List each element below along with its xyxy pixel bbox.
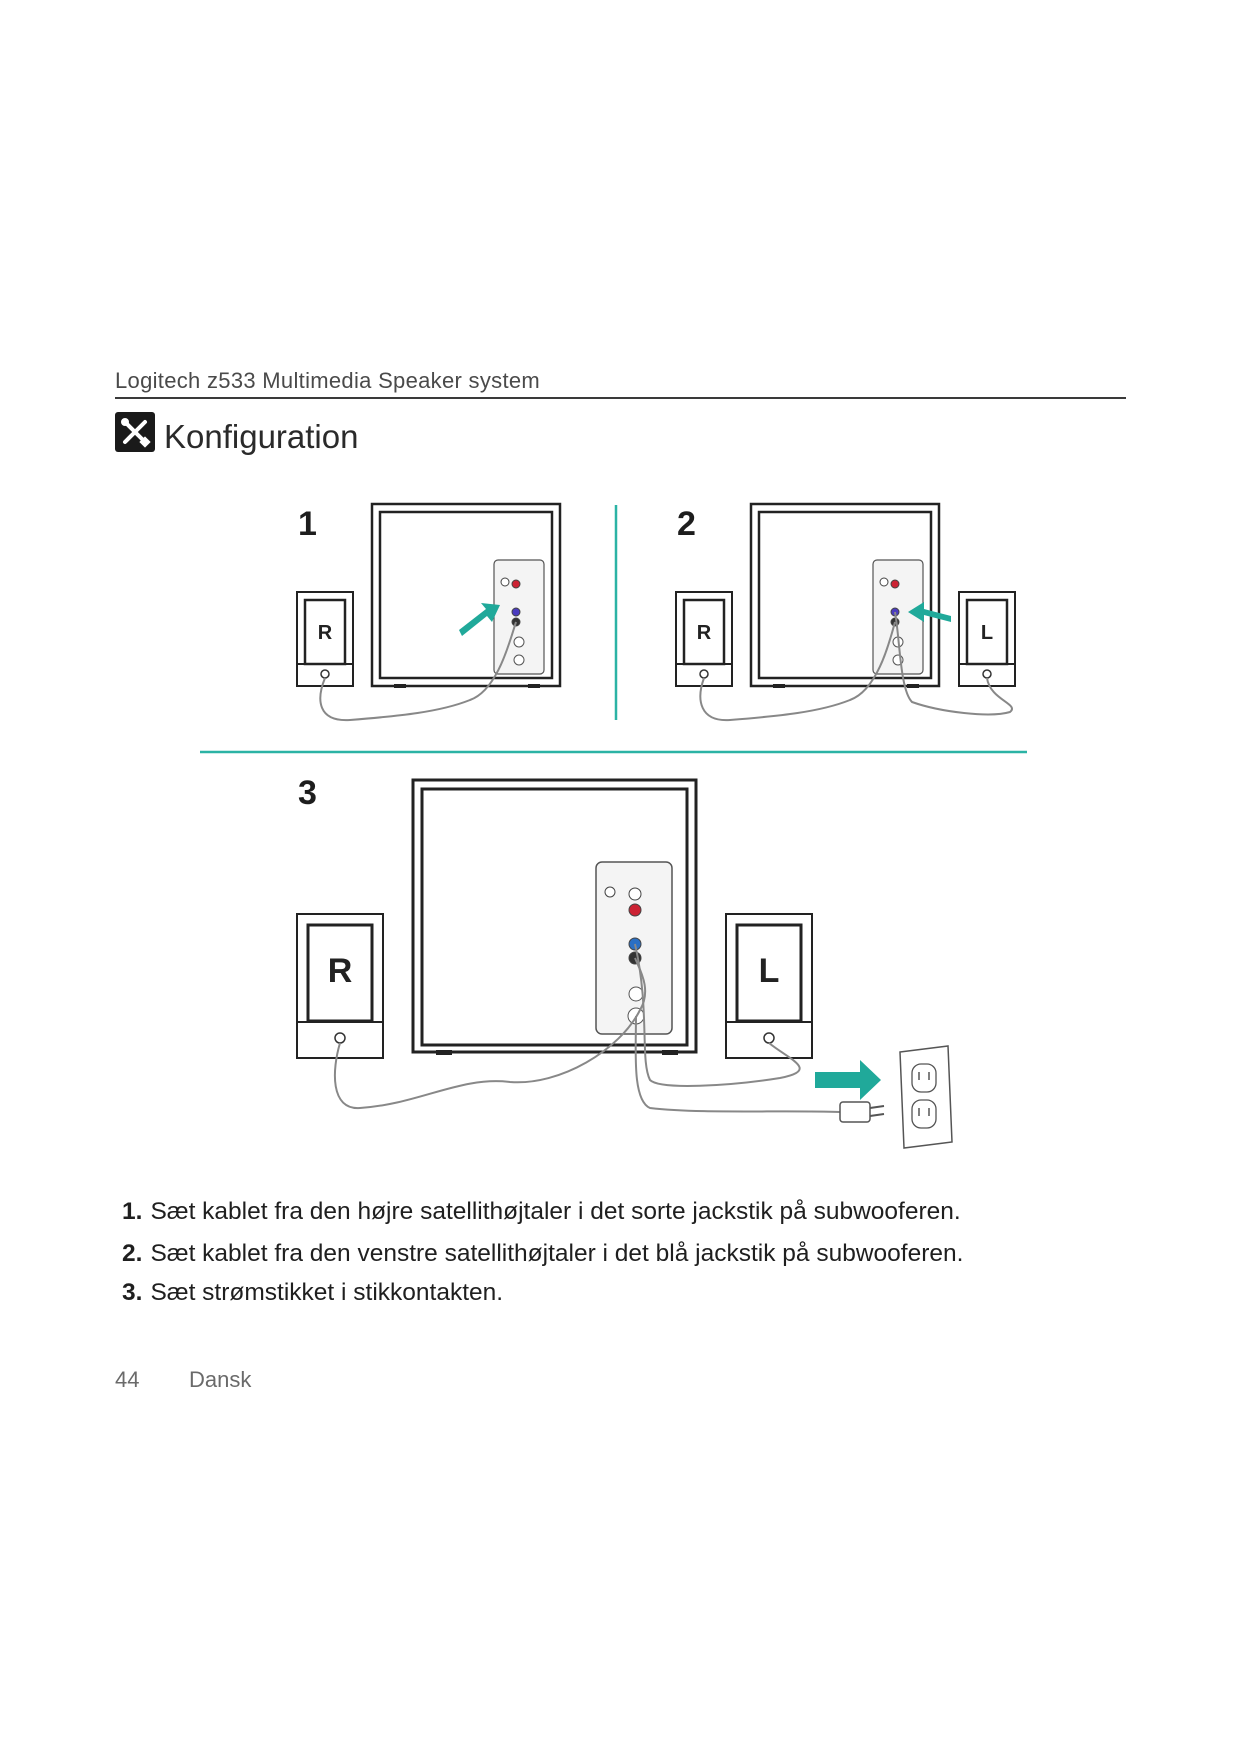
speaker-l-panel-2 bbox=[959, 592, 1015, 686]
subwoofer-panel-1 bbox=[372, 504, 560, 688]
step-number-2: 2 bbox=[677, 505, 696, 543]
product-title: Logitech z533 Multimedia Speaker system bbox=[115, 368, 541, 393]
subwoofer-panel-3 bbox=[413, 780, 696, 1055]
instruction-text: Sæt strømstikket i stikkontakten. bbox=[150, 1279, 504, 1306]
instruction-text: Sæt kablet fra den højre satellithøjtaler i det sorte jackstik på subwooferen. bbox=[150, 1198, 961, 1225]
step-number-3: 3 bbox=[298, 774, 317, 812]
language-label: Dansk bbox=[189, 1367, 252, 1392]
speaker-label-r-3: R bbox=[327, 952, 353, 990]
speaker-r-panel-1 bbox=[297, 592, 353, 686]
step-number-1: 1 bbox=[298, 505, 317, 543]
page-number: 44 bbox=[115, 1367, 140, 1392]
instruction-step-2 bbox=[122, 1240, 963, 1268]
speaker-label-l-2: L bbox=[980, 622, 994, 644]
step-number-label: 1. bbox=[122, 1198, 143, 1225]
subwoofer-panel-2 bbox=[751, 504, 939, 688]
arrow-panel-3 bbox=[815, 1060, 881, 1100]
section-title: Konfiguration bbox=[164, 418, 359, 455]
speaker-label-r-1: R bbox=[317, 622, 333, 644]
speaker-l-panel-3 bbox=[726, 914, 812, 1058]
instruction-text: Sæt kablet fra den venstre satellithøjtaler i det blå jackstik på subwooferen. bbox=[150, 1240, 964, 1267]
step-number-label: 3. bbox=[122, 1279, 143, 1306]
instruction-step-1 bbox=[122, 1198, 961, 1226]
step-number-label: 2. bbox=[122, 1240, 143, 1267]
speaker-r-panel-2 bbox=[676, 592, 732, 686]
wall-outlet bbox=[900, 1046, 952, 1148]
speaker-label-l-3: L bbox=[758, 952, 780, 990]
instruction-step-3 bbox=[122, 1279, 503, 1307]
speaker-label-r-2: R bbox=[696, 622, 712, 644]
speaker-r-panel-3 bbox=[297, 914, 383, 1058]
power-plug bbox=[840, 1102, 884, 1122]
